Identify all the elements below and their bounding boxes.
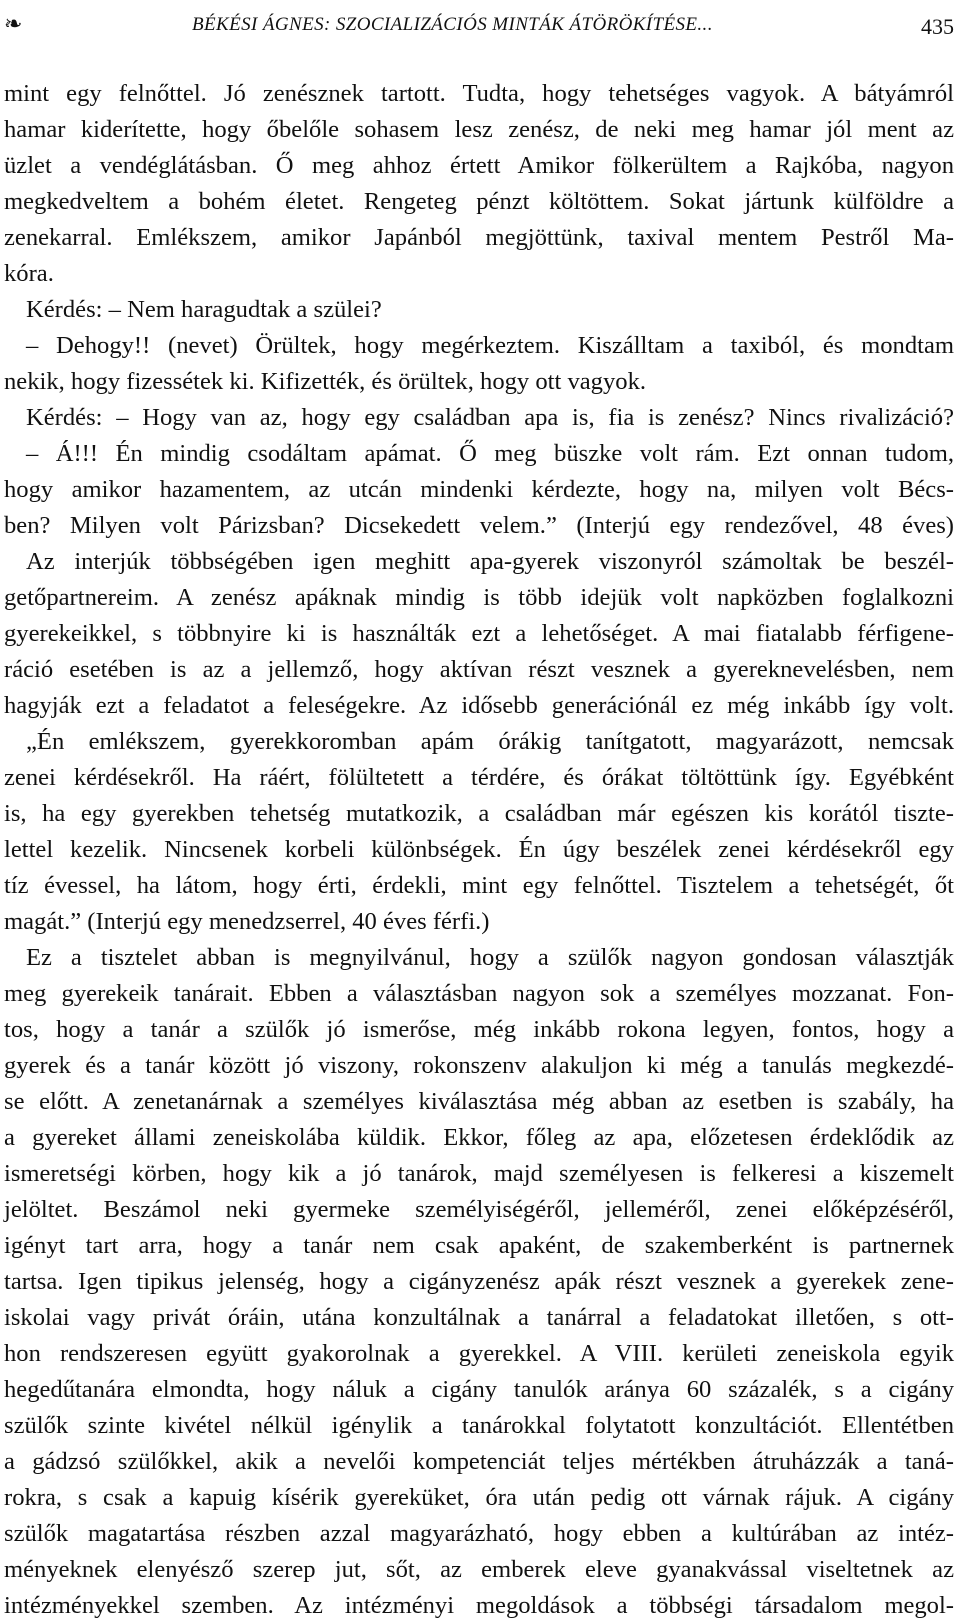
text-line: megkedveltem a bohém életet. Rengeteg pénzt költöttem. Sokat jártunk külföldre a: [4, 188, 954, 215]
page-header: [4, 10, 954, 40]
text-line: hegedűtanára elmondta, hogy náluk a cigány tanulók aránya 60 százalék, s a cigány: [4, 1376, 954, 1403]
text-line: magát.” (Interjú egy menedzserrel, 40 éves férfi.): [4, 908, 490, 935]
text-line: rokra, s csak a kapuig kísérik gyereküket, óra után pedig ott várnak rájuk. A cigány: [4, 1484, 954, 1511]
text-line: tartsa. Igen tipikus jelenség, hogy a cigányzenész apák részt vesznek a gyerekek zene-: [4, 1268, 954, 1295]
text-line: is, ha egy gyerekben tehetség mutatkozik, a családban már egészen kis korától tiszte-: [4, 800, 954, 827]
text-line: mint egy felnőttel. Jó zenésznek tartott. Tudta, hogy tehetséges vagyok. A bátyámról: [4, 80, 954, 107]
text-line: zenekarral. Emlékszem, amikor Japánból megjöttünk, taxival mentem Pestről Ma-: [4, 224, 954, 251]
text-line: meg gyerekeik tanárait. Ebben a választásban nagyon sok a személyes mozzanat. Fon-: [4, 980, 954, 1007]
text-line: zenei kérdésekről. Ha ráért, fölültetett a térdére, és órákat töltöttünk így. Egyébként: [4, 764, 954, 791]
text-line: gyerek és a tanár között jó viszony, rokonszenv alakuljon ki még a tanulás megkezdé-: [4, 1052, 954, 1079]
text-line: a gyereket állami zeneiskolába küldik. Ekkor, főleg az apa, előzetesen érdeklődik az: [4, 1124, 954, 1151]
text-line: ismeretségi körben, hogy kik a jó tanárok, majd személyesen is felkeresi a kiszemelt: [4, 1160, 954, 1187]
text-line: Az interjúk többségében igen meghitt apa-gyerek viszonyról számoltak be beszél-: [26, 548, 954, 575]
text-line: Ez a tisztelet abban is megnyilvánul, hogy a szülők nagyon gondosan választják: [26, 944, 954, 971]
text-line: intézményekkel szemben. Az intézményi megoldások a többségi társadalom megol-: [4, 1592, 954, 1619]
text-line: tíz évessel, ha látom, hogy érti, érdekli, mint egy felnőttel. Tisztelem a tehetségét, őt: [4, 872, 954, 899]
text-line: – Dehogy!! (nevet) Örültek, hogy megérkeztem. Kiszálltam a taxiból, és mondtam: [26, 332, 954, 359]
text-line: getőpartnereim. A zenész apáknak mindig is több idejük volt napközben foglalkozni: [4, 584, 954, 611]
text-line: szülők magatartása részben azzal magyarázható, hogy ebben a kultúrában az intéz-: [4, 1520, 954, 1547]
text-line: iskolai vagy privát óráin, utána konzultálnak a tanárral a feladatokat illetően, s ott-: [4, 1304, 954, 1331]
running-head: BÉKÉSI ÁGNES: SZOCIALIZÁCIÓS MINTÁK ÁTÖRÖKÍTÉSE...: [192, 14, 713, 35]
text-line: hogy amikor hazamentem, az utcán mindenki kérdezte, hogy na, milyen volt Bécs-: [4, 476, 954, 503]
text-line: hamar kiderítette, hogy őbelőle sohasem lesz zenész, de neki meg hamar jól ment az: [4, 116, 954, 143]
text-line: kóra.: [4, 260, 54, 287]
body-text: [4, 76, 954, 1624]
text-line: igényt tart arra, hogy a tanár nem csak apaként, de szakemberként is partnernek: [4, 1232, 954, 1259]
text-line: nekik, hogy fizessétek ki. Kifizették, és örültek, hogy ott vagyok.: [4, 368, 647, 395]
text-line: gyerekeikkel, s többnyire ki is használták ezt a lehetőséget. A mai fiatalabb férfigene-: [4, 620, 954, 647]
fleuron-ornament-icon: ❧: [4, 11, 23, 36]
text-line: üzlet a vendéglátásban. Ő meg ahhoz értett Amikor fölkerültem a Rajkóba, nagyon: [4, 152, 954, 179]
text-line: se előtt. A zenetanárnak a személyes kiválasztása még abban az esetben is szabály, ha: [4, 1088, 954, 1115]
text-line: szülők szinte kivétel nélkül igénylik a tanárokkal folytatott konzultációt. Ellentétben: [4, 1412, 954, 1439]
text-line: hon rendszeresen együtt gyakorolnak a gyerekkel. A VIII. kerületi zeneiskola egyik: [4, 1340, 954, 1367]
text-line: tos, hogy a tanár a szülők jó ismerőse, még inkább rokona legyen, fontos, hogy a: [4, 1016, 954, 1043]
text-line: ben? Milyen volt Párizsban? Dicsekedett velem.” (Interjú egy rendezővel, 48 éves): [4, 512, 954, 539]
text-line: hagyják ezt a feladatot a feleségekre. Az idősebb generációnál ez még inkább így volt.: [4, 692, 954, 719]
text-line: lettel kezelik. Nincsenek korbeli különbségek. Én úgy beszélek zenei kérdésekről egy: [4, 836, 954, 863]
text-line: Kérdés: – Nem haragudtak a szülei?: [26, 296, 382, 323]
text-line: Kérdés: – Hogy van az, hogy egy családban apa is, fia is zenész? Nincs rivalizáció?: [26, 404, 954, 431]
text-line: ményeknek elenyésző szerep jut, sőt, az emberek eleve gyanakvással viseltetnek az: [4, 1556, 954, 1583]
page-number: 435: [921, 14, 954, 39]
text-line: jelöltet. Beszámol neki gyermeke személyiségéről, jelleméről, zenei előképzéséről,: [4, 1196, 954, 1223]
text-line: a gádzsó szülőkkel, akik a nevelői kompetenciát teljes mértékben átruházzák a taná-: [4, 1448, 954, 1475]
text-line: „Én emlékszem, gyerekkoromban apám órákig tanítgatott, magyarázott, nemcsak: [26, 728, 954, 755]
text-line: ráció esetében is az a jellemző, hogy aktívan részt vesznek a gyereknevelésben, nem: [4, 656, 954, 683]
text-line: – Á!!! Én mindig csodáltam apámat. Ő meg büszke volt rám. Ezt onnan tudom,: [26, 440, 954, 467]
